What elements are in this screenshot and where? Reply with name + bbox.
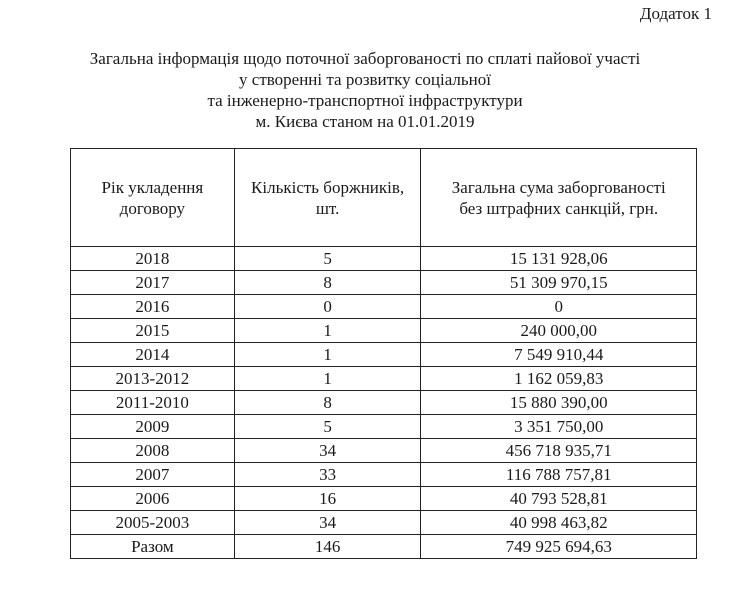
cell-year: 2008	[71, 439, 235, 463]
cell-year: 2018	[71, 247, 235, 271]
cell-debtors: 8	[234, 271, 421, 295]
cell-amount: 7 549 910,44	[421, 343, 697, 367]
header-debtors-line: Кількість боржників,	[251, 177, 405, 197]
header-debtors-line: шт.	[315, 198, 340, 218]
cell-amount: 51 309 970,15	[421, 271, 697, 295]
title-line: та інженерно-транспортної інфраструктури	[207, 91, 523, 110]
cell-amount: 240 000,00	[421, 319, 697, 343]
cell-debtors: 1	[234, 319, 421, 343]
cell-year: 2015	[71, 319, 235, 343]
cell-year: 2009	[71, 415, 235, 439]
cell-debtors: 1	[234, 367, 421, 391]
title-line: Загальна інформація щодо поточної заборгованості по сплаті пайової участі	[89, 49, 641, 68]
cell-amount: 3 351 750,00	[421, 415, 697, 439]
document-title	[0, 48, 730, 132]
cell-year: 2005-2003	[71, 511, 235, 535]
header-year	[71, 149, 235, 247]
cell-amount: 15 880 390,00	[421, 391, 697, 415]
cell-debtors: 33	[234, 463, 421, 487]
cell-year: 2014	[71, 343, 235, 367]
table-row	[71, 511, 697, 535]
appendix-label: Додаток 1	[639, 4, 712, 23]
total-year: Разом	[71, 535, 235, 559]
cell-year: 2006	[71, 487, 235, 511]
header-year-line: Рік укладення	[101, 177, 204, 197]
header-year-line: договору	[119, 198, 186, 218]
table-row	[71, 487, 697, 511]
title-line: м. Києва станом на 01.01.2019	[255, 112, 475, 131]
cell-debtors: 0	[234, 295, 421, 319]
table-row	[71, 391, 697, 415]
cell-debtors: 34	[234, 511, 421, 535]
cell-year: 2011-2010	[71, 391, 235, 415]
cell-year: 2013-2012	[71, 367, 235, 391]
total-debtors: 146	[234, 535, 421, 559]
title-line: у створенні та розвитку соціальної	[239, 70, 491, 89]
table-row	[71, 343, 697, 367]
cell-year: 2007	[71, 463, 235, 487]
cell-debtors: 34	[234, 439, 421, 463]
table-row	[71, 319, 697, 343]
cell-amount: 116 788 757,81	[421, 463, 697, 487]
table-header-row	[71, 149, 697, 247]
cell-amount: 40 793 528,81	[421, 487, 697, 511]
cell-amount: 1 162 059,83	[421, 367, 697, 391]
cell-year: 2017	[71, 271, 235, 295]
cell-amount: 456 718 935,71	[421, 439, 697, 463]
cell-debtors: 16	[234, 487, 421, 511]
cell-debtors: 8	[234, 391, 421, 415]
cell-amount: 40 998 463,82	[421, 511, 697, 535]
cell-debtors: 5	[234, 415, 421, 439]
total-amount: 749 925 694,63	[421, 535, 697, 559]
cell-debtors: 5	[234, 247, 421, 271]
header-amount	[421, 149, 697, 247]
header-amount-line: Загальна сума заборгованості	[451, 177, 666, 197]
debt-table	[70, 148, 697, 559]
cell-amount: 15 131 928,06	[421, 247, 697, 271]
table-row	[71, 463, 697, 487]
table-row	[71, 439, 697, 463]
header-debtors	[234, 149, 421, 247]
header-amount-line: без штрафних санкцій, грн.	[459, 198, 659, 218]
cell-amount: 0	[421, 295, 697, 319]
table-row	[71, 415, 697, 439]
table-row	[71, 247, 697, 271]
table-row	[71, 271, 697, 295]
cell-year: 2016	[71, 295, 235, 319]
table-row	[71, 367, 697, 391]
table-row	[71, 295, 697, 319]
total-row	[71, 535, 697, 559]
cell-debtors: 1	[234, 343, 421, 367]
